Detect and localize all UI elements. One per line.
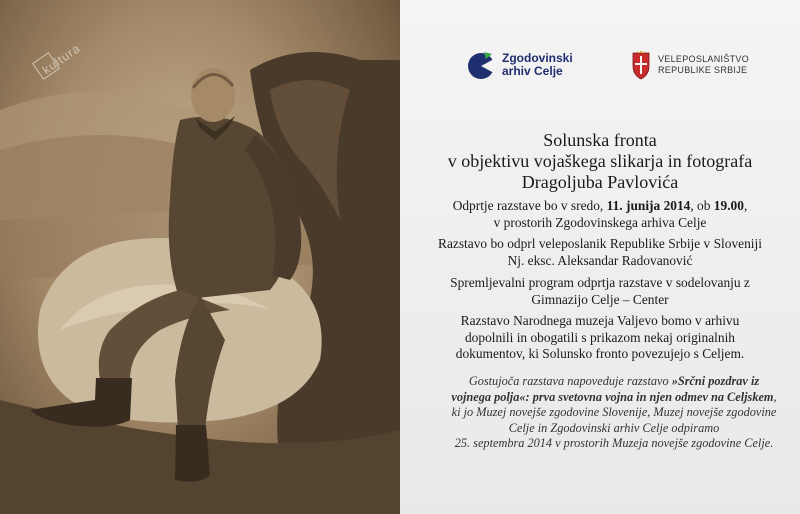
opening-mid: , ob xyxy=(690,198,714,213)
guest-line2-bold: vojnega polja«: prva svetovna vojna in njen odmev na Celjskem xyxy=(451,389,774,404)
exhibition-line3: dokumentov, ki Solunsko fronto povezujejo s Celjem. xyxy=(455,346,745,361)
exhibition-line2: dopolnili in obogatili s prikazom nekaj originalnih xyxy=(464,329,735,345)
invitation-panel xyxy=(400,0,800,514)
guest-line4: Celje in Zgodovinski arhiv Celje odpiramo xyxy=(508,420,720,435)
embassy-name-line1: VELEPOSLANIŠTVO xyxy=(658,54,750,64)
opener-line2: Nj. eksc. Aleksandar Radovanović xyxy=(507,252,693,268)
serbian-coat-of-arms-icon xyxy=(630,50,652,80)
guest-line3: ki jo Muzej novejše zgodovine Slovenije, Muzej novejše zgodovine xyxy=(451,405,777,419)
exhibition-title xyxy=(400,130,800,193)
title-line1: Solunska fronta xyxy=(543,130,657,150)
exhibition-info xyxy=(400,313,800,363)
title-line3: Dragoljuba Pavlovića xyxy=(521,172,679,192)
opening-prefix: Odprtje razstave bo v sredo, xyxy=(452,198,607,213)
embassy-logo xyxy=(630,50,749,80)
title-line2: v objektivu vojaškega slikarja in fotografa xyxy=(447,151,753,171)
opening-time: 19.00 xyxy=(713,198,744,213)
opener-line1: Razstavo bo odprl veleposlanik Republike Srbije v Sloveniji xyxy=(438,236,762,251)
opening-location: v prostorih Zgodovinskega arhiva Celje xyxy=(493,214,707,230)
opening-info xyxy=(400,198,800,231)
archive-name-line1: Zgodovinski xyxy=(502,51,573,65)
program-info xyxy=(400,275,800,308)
watermark-text: kultura xyxy=(39,40,84,78)
guest-line1-bold: »Srčni pozdrav iz xyxy=(671,374,760,388)
guest-line5: 25. septembra 2014 v prostorih Muzeja novejše zgodovine Celje. xyxy=(454,436,774,450)
opener-info xyxy=(400,236,800,269)
zgodovinski-arhiv-logo xyxy=(466,50,573,80)
archive-logo-icon xyxy=(466,50,496,80)
opening-date: 11. junija 2014 xyxy=(606,198,691,213)
guest-line1-prefix: Gostujoča razstava napoveduje razstavo xyxy=(468,374,672,388)
exhibition-line1: Razstavo Narodnega muzeja Valjevo bomo v arhivu xyxy=(460,313,740,328)
guest-exhibition-note xyxy=(444,374,784,452)
guest-line2-suffix: , xyxy=(773,389,777,404)
archive-name-line2: arhiv Celje xyxy=(502,64,563,78)
embassy-name-line2: REPUBLIKE SRBIJE xyxy=(658,65,748,75)
opening-suffix: , xyxy=(743,198,748,213)
program-line2: Gimnazijo Celje – Center xyxy=(531,291,669,307)
program-line1: Spremljevalni program odprtja razstave v sodelovanju z xyxy=(450,275,750,290)
